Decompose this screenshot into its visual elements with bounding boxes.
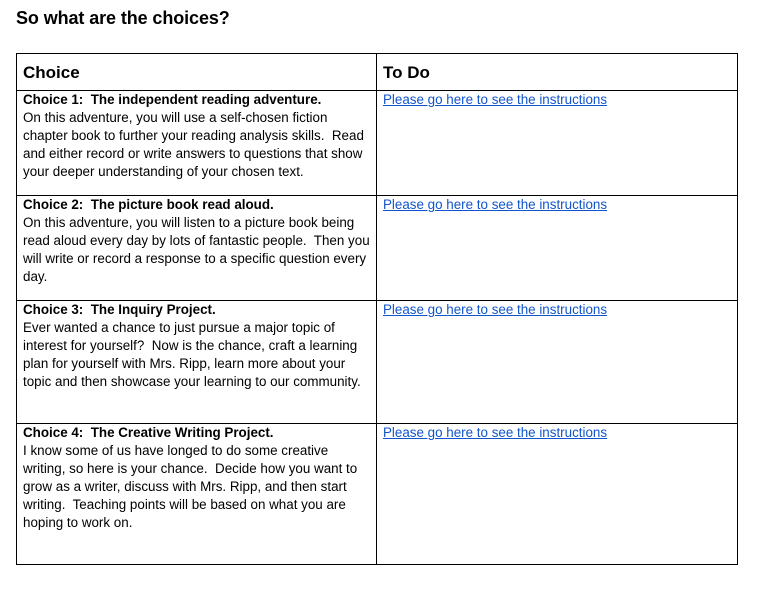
- todo-cell: [377, 91, 738, 196]
- instructions-link-choice-4[interactable]: Please go here to see the instructions: [383, 425, 608, 440]
- todo-cell: [377, 301, 738, 424]
- choice-cell: [17, 424, 377, 565]
- table-row: [17, 91, 738, 196]
- instructions-link-choice-3[interactable]: Please go here to see the instructions: [383, 302, 608, 317]
- table-header-row: [17, 54, 738, 91]
- header-todo: To Do: [377, 54, 738, 91]
- choice-cell: [17, 91, 377, 196]
- choice-cell: [17, 196, 377, 301]
- header-choice: Choice: [17, 54, 377, 91]
- table-row: [17, 424, 738, 565]
- instructions-link-choice-2[interactable]: Please go here to see the instructions: [383, 197, 608, 212]
- choice-title: Choice 3: The Inquiry Project.: [23, 302, 216, 317]
- choice-title: Choice 2: The picture book read aloud.: [23, 197, 274, 212]
- choice-description: On this adventure, you will use a self-chosen fiction chapter book to further your reading analysis skills. Read and either record or write answers to questions that show your deeper understanding of your chosen text.: [23, 110, 368, 179]
- choice-title: Choice 1: The independent reading adventure.: [23, 92, 322, 107]
- instructions-link-choice-1[interactable]: Please go here to see the instructions: [383, 92, 608, 107]
- todo-cell: [377, 196, 738, 301]
- choices-table: [16, 53, 738, 565]
- choice-title: Choice 4: The Creative Writing Project.: [23, 425, 274, 440]
- choice-description: Ever wanted a chance to just pursue a major topic of interest for yourself? Now is the chance, craft a learning plan for yourself with Mrs. Ripp, learn more about your topic and then showcase your learning to our community.: [23, 320, 361, 389]
- todo-cell: [377, 424, 738, 565]
- choice-description: I know some of us have longed to do some creative writing, so here is your chance. Decide how you want to grow as a writer, discuss with Mrs. Ripp, and then start writing. Teaching points will be based on what you are hoping to work on.: [23, 443, 361, 530]
- choice-description: On this adventure, you will listen to a picture book being read aloud every day by lots of fantastic people. Then you will write or record a response to a specific question every day.: [23, 215, 374, 284]
- table-row: [17, 301, 738, 424]
- page-heading: So what are the choices?: [16, 8, 230, 28]
- choice-cell: [17, 301, 377, 424]
- table-row: [17, 196, 738, 301]
